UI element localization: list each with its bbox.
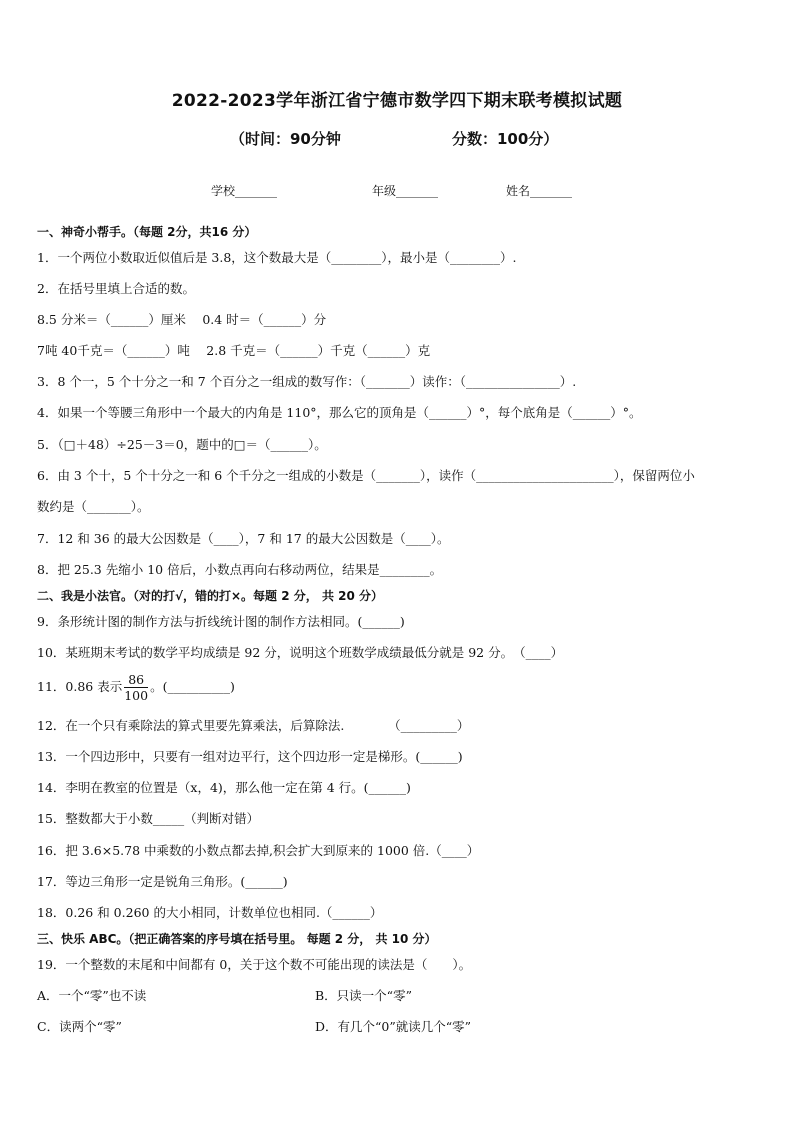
question-6-cont: 数约是（_______）。 bbox=[37, 499, 150, 514]
question-11 bbox=[37, 672, 235, 703]
option-c: C．读两个“零” bbox=[37, 1019, 122, 1034]
grade-field: 年级_______ bbox=[372, 184, 439, 198]
question-13: 13．一个四边形中，只要有一组对边平行，这个四边形一定是梯形。(______) bbox=[37, 749, 463, 764]
question-3: 3．8 个一，5 个十分之一和 7 个百分之一组成的数写作：（_______）读作：（_______________）. bbox=[37, 374, 577, 389]
school-field: 学校_______ bbox=[211, 184, 278, 198]
question-10: 10．某班期末考试的数学平均成绩是 92 分，说明这个班数学成绩最低分就是 92 分。 （____） bbox=[37, 645, 564, 660]
question-6: 6．由 3 个十，5 个十分之一和 6 个千分之一组成的小数是（_______），读作（______________________），保留两位小 bbox=[37, 468, 695, 483]
score-label: 分数：100分） bbox=[452, 130, 559, 148]
question-17: 17．等边三角形一定是锐角三角形。(______) bbox=[37, 874, 288, 889]
section-1-heading: 一、神奇小帮手。（每题 2分，共16 分） bbox=[37, 225, 257, 239]
name-field: 姓名_______ bbox=[506, 184, 573, 198]
question-2: 2．在括号里填上合适的数。 bbox=[37, 281, 195, 296]
question-12: 12．在一个只有乘除法的算式里要先算乘法，后算除法. （_________） bbox=[37, 718, 470, 733]
question-9: 9．条形统计图的制作方法与折线统计图的制作方法相同。(______) bbox=[37, 614, 405, 629]
question-8: 8．把 25.3 先缩小 10 倍后，小数点再向右移动两位，结果是________。 bbox=[37, 562, 443, 577]
question-16: 16．把 3.6×5.78 中乘数的小数点都去掉,积会扩大到原来的 1000 倍.（____） bbox=[37, 843, 480, 858]
option-b: B．只读一个“零” bbox=[315, 988, 412, 1003]
fraction bbox=[124, 672, 148, 703]
time-label: （时间：90分钟 bbox=[230, 130, 341, 148]
question-2a: 8.5 分米＝（______）厘米 0.4 时＝（______）分 bbox=[37, 312, 327, 327]
question-2b: 7吨 40千克＝（______）吨 2.8 千克＝（______）千克（______）克 bbox=[37, 343, 431, 358]
option-a: A．一个“零”也不读 bbox=[37, 988, 147, 1003]
question-11-suffix: 。(__________) bbox=[150, 679, 235, 694]
question-15: 15．整数都大于小数_____（判断对错） bbox=[37, 811, 260, 826]
question-18: 18．0.26 和 0.260 的大小相同，计数单位也相同.（______） bbox=[37, 905, 383, 920]
question-11-prefix: 11．0.86 表示 bbox=[37, 679, 123, 694]
page-title: 2022-2023学年浙江省宁德市数学四下期末联考模拟试题 bbox=[171, 91, 623, 111]
option-d: D．有几个“0”就读几个“零” bbox=[315, 1019, 472, 1034]
section-3-heading: 三、快乐 ABC。（把正确答案的序号填在括号里。 每题 2 分， 共 10 分） bbox=[37, 932, 437, 946]
question-7: 7．12 和 36 的最大公因数是（____），7 和 17 的最大公因数是（____）。 bbox=[37, 531, 450, 546]
question-19: 19．一个整数的末尾和中间都有 0，关于这个数不可能出现的读法是（ ）。 bbox=[37, 957, 472, 972]
question-14: 14．李明在教室的位置是（x，4)，那么他一定在第 4 行。(______) bbox=[37, 780, 411, 795]
question-4: 4．如果一个等腰三角形中一个最大的内角是 110°，那么它的顶角是（______）°，每个底角是（______）°。 bbox=[37, 405, 642, 420]
question-1: 1．一个两位小数取近似值后是 3.8，这个数最大是（________），最小是（________）. bbox=[37, 250, 517, 265]
fraction-numerator: 86 bbox=[124, 672, 148, 688]
section-2-heading: 二、我是小法官。（对的打√，错的打×。每题 2 分， 共 20 分） bbox=[37, 589, 383, 603]
fraction-denominator: 100 bbox=[124, 688, 149, 703]
question-5: 5．（□＋48）÷25－3＝0，题中的□＝（______）。 bbox=[37, 437, 327, 452]
